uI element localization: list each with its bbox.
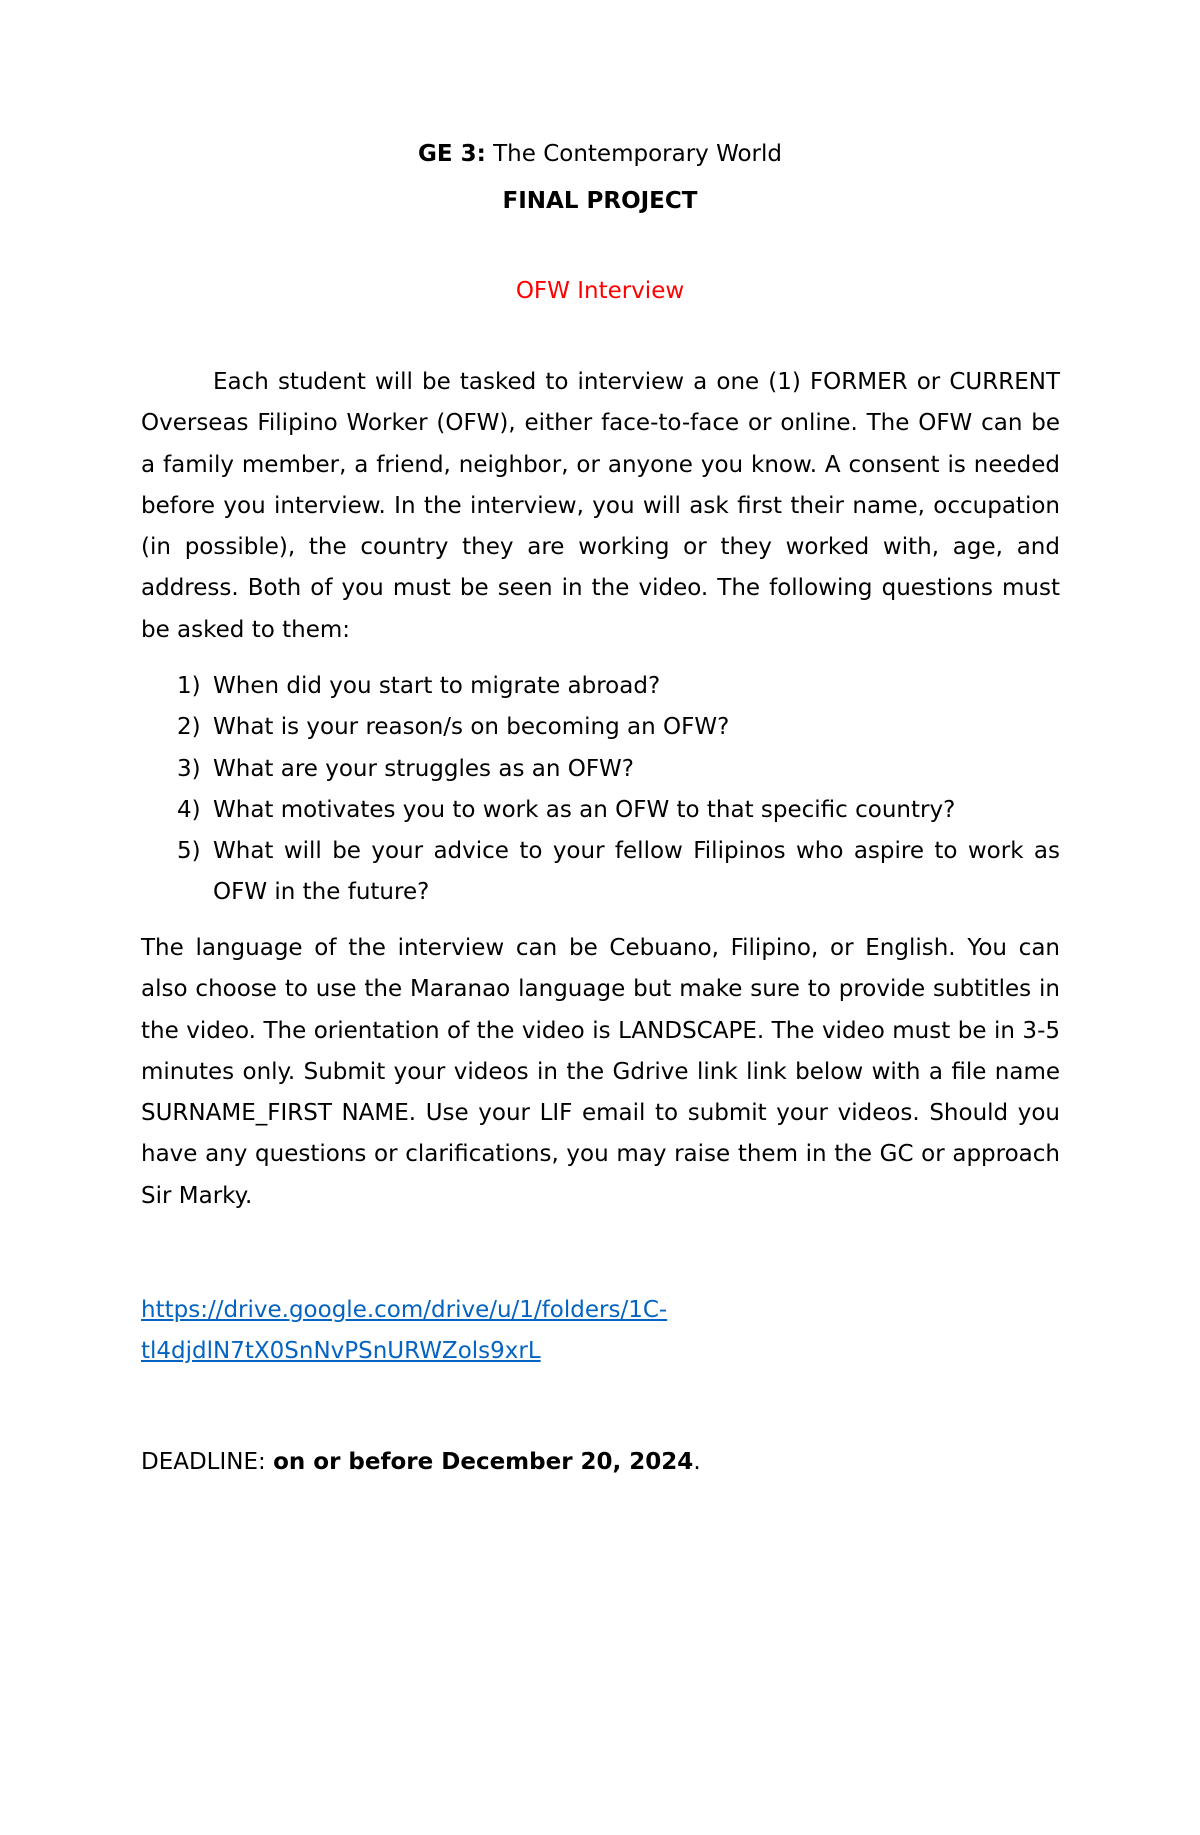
question-list (141, 666, 1060, 914)
list-item-text: What will be your advice to your fellow Filipinos who aspire to work as OFW in the future? (213, 838, 1060, 906)
deadline-end: . (693, 1449, 701, 1475)
interview-title: OFW Interview (515, 278, 685, 304)
list-item (141, 790, 1060, 831)
list-item-text: What motivates you to work as an OFW to that specific country? (213, 796, 956, 823)
course-name: The Contemporary World (485, 141, 782, 167)
instructions-paragraph: The language of the interview can be Cebuano, Filipino, or English. You can also choose to use the Maranao language but make sure to provide subtitles in the video. The orientation of the video is LANDSCAPE. The video must be in 3-5 minutes only. Submit your videos in the Gdrive link link below with a file name SURNAME_FIRST NAME. Use your LIF email to submit your videos. Should you have any questions or clarifications, you may raise them in the GC or approach Sir Marky. (141, 935, 1060, 1209)
course-code: GE 3: (417, 141, 486, 167)
gdrive-link-block (141, 1290, 1060, 1373)
list-item (141, 831, 1060, 914)
list-item-number: 2) (177, 714, 201, 741)
deadline-label: DEADLINE: (141, 1449, 274, 1475)
list-item (141, 707, 1060, 748)
gdrive-link-line-1: https://drive.google.com/drive/u/1/folders/1C- (141, 1297, 668, 1323)
gdrive-link-line-2: tl4djdlN7tX0SnNvPSnURWZols9xrL (141, 1338, 541, 1365)
list-item-text: What is your reason/s on becoming an OFW? (213, 714, 730, 741)
list-item-number: 1) (177, 673, 201, 699)
deadline-date: on or before December 20, 2024 (273, 1449, 694, 1475)
list-item-number: 4) (177, 796, 201, 823)
deadline (141, 1446, 1060, 1478)
list-item (141, 666, 1060, 707)
list-item (141, 749, 1060, 790)
list-item-text: When did you start to migrate abroad? (213, 673, 661, 699)
project-title: FINAL PROJECT (502, 188, 698, 214)
gdrive-link[interactable] (141, 1297, 667, 1364)
list-item-text: What are your struggles as an OFW? (213, 755, 634, 782)
course-title (0, 138, 1200, 170)
intro-paragraph: Each student will be tasked to interview a one (1) FORMER or CURRENT Overseas Filipino Worker (OFW), either face-to-face or online. The OFW can be a family member, a friend, neighbor, or anyone you know. A consent is needed before you interview. In the interview, you will ask first their name, occupation (in possible), the country they are working or they worked with, age, and address. Both of you must be seen in the video. The following questions must be asked to them: (141, 369, 1060, 643)
list-item-number: 5) (177, 838, 201, 865)
list-item-number: 3) (177, 755, 201, 782)
